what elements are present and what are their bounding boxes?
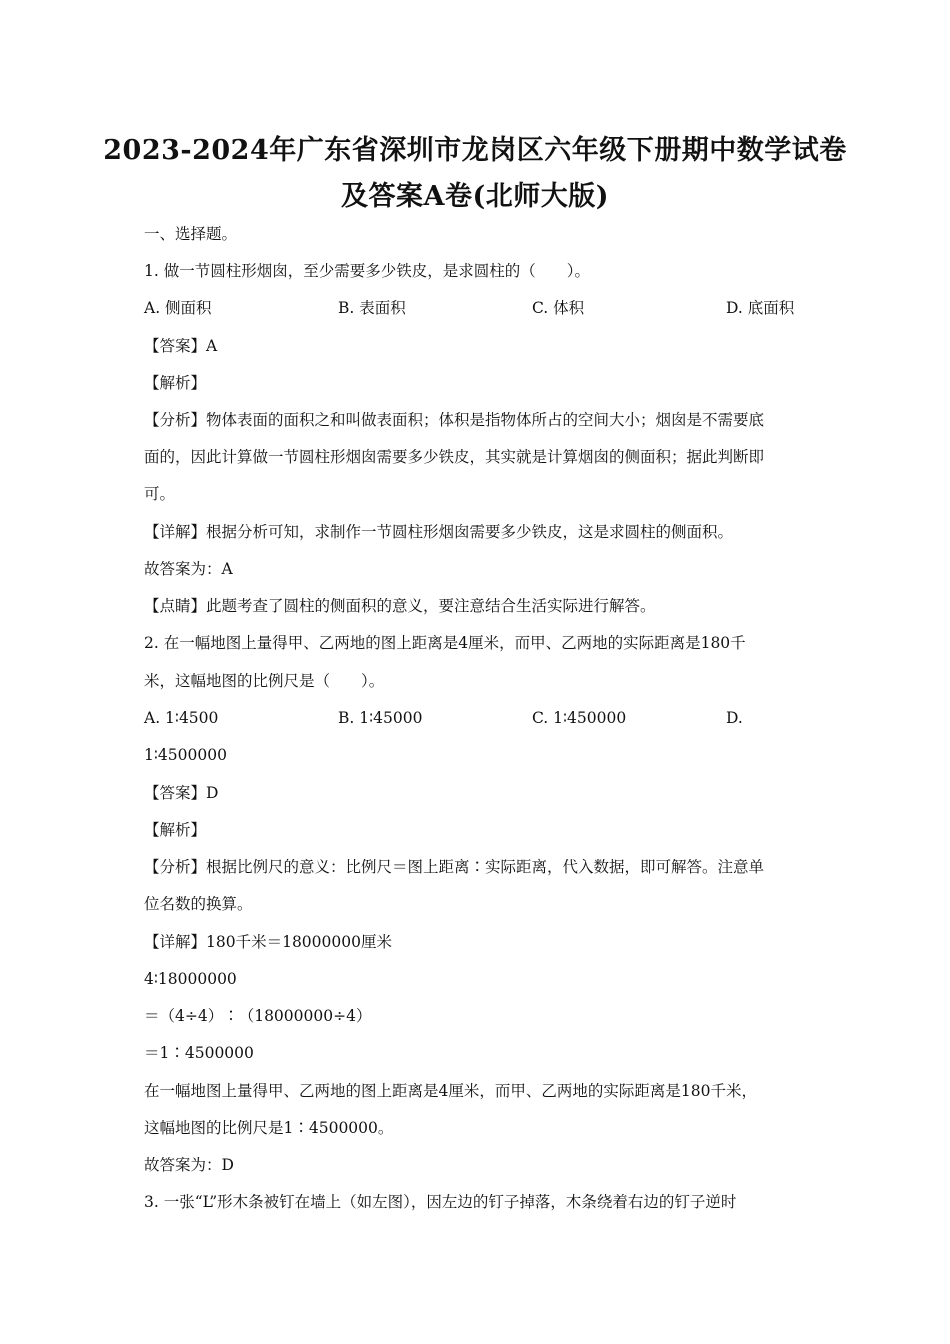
document-title-line2: 及答案A卷(北师大版) <box>341 181 609 212</box>
section-heading: 一、选择题。 <box>144 225 238 243</box>
q2-detail-line2: 4∶18000000 <box>144 970 237 988</box>
q1-answer: 【答案】A <box>144 337 218 355</box>
q1-analysis-line2: 面的，因此计算做一节圆柱形烟囱需要多少铁皮，其实就是计算烟囱的侧面积；据此判断即 <box>144 448 765 466</box>
q2-answer: 【答案】D <box>144 784 219 802</box>
q2-final-answer: 故答案为：D <box>144 1156 234 1174</box>
q1-jiexi: 【解析】 <box>144 374 207 392</box>
q3-stem: 3. 一张“L”形木条被钉在墙上（如左图），因左边的钉子掉落，木条绕着右边的钉子逆时 <box>144 1193 737 1211</box>
q1-option-b: B. 表面积 <box>338 299 406 317</box>
q2-detail-line3: ＝（4÷4）∶（18000000÷4） <box>144 1007 372 1025</box>
q2-option-a: A. 1∶4500 <box>144 709 219 727</box>
q2-option-d: D. <box>726 709 743 727</box>
q2-option-b: B. 1∶45000 <box>338 709 423 727</box>
q1-note: 【点睛】此题考查了圆柱的侧面积的意义，要注意结合生活实际进行解答。 <box>144 597 656 615</box>
q1-analysis-line3: 可。 <box>144 485 176 503</box>
q1-option-a: A. 侧面积 <box>144 299 212 317</box>
q1-option-c: C. 体积 <box>532 299 585 317</box>
q2-analysis-line1: 【分析】根据比例尺的意义：比例尺＝图上距离∶实际距离，代入数据，即可解答。注意单 <box>144 858 765 876</box>
q1-final-answer: 故答案为：A <box>144 560 233 578</box>
q2-jiexi: 【解析】 <box>144 821 207 839</box>
q2-option-c: C. 1∶450000 <box>532 709 627 727</box>
q2-option-d-value: 1∶4500000 <box>144 746 227 764</box>
q2-stem-line2: 米，这幅地图的比例尺是（ ）。 <box>144 672 385 690</box>
q2-detail-line1: 【详解】180千米＝18000000厘米 <box>144 933 392 951</box>
q1-stem: 1. 做一节圆柱形烟囱，至少需要多少铁皮，是求圆柱的（ ）。 <box>144 262 590 280</box>
q1-analysis-line1: 【分析】物体表面的面积之和叫做表面积；体积是指物体所占的空间大小；烟囱是不需要底 <box>144 411 765 429</box>
q2-detail-line5: 在一幅地图上量得甲、乙两地的图上距离是4厘米，而甲、乙两地的实际距离是180千米， <box>144 1082 757 1100</box>
q2-detail-line6: 这幅地图的比例尺是1∶4500000。 <box>144 1119 394 1137</box>
q2-analysis-line2: 位名数的换算。 <box>144 895 253 913</box>
document-title-line1: 2023-2024年广东省深圳市龙岗区六年级下册期中数学试卷 <box>103 135 847 166</box>
q1-option-d: D. 底面积 <box>726 299 795 317</box>
q2-stem-line1: 2. 在一幅地图上量得甲、乙两地的图上距离是4厘米，而甲、乙两地的实际距离是180千 <box>144 634 746 652</box>
q2-detail-line4: ＝1∶4500000 <box>144 1044 254 1062</box>
q1-detail: 【详解】根据分析可知，求制作一节圆柱形烟囱需要多少铁皮，这是求圆柱的侧面积。 <box>144 523 734 541</box>
